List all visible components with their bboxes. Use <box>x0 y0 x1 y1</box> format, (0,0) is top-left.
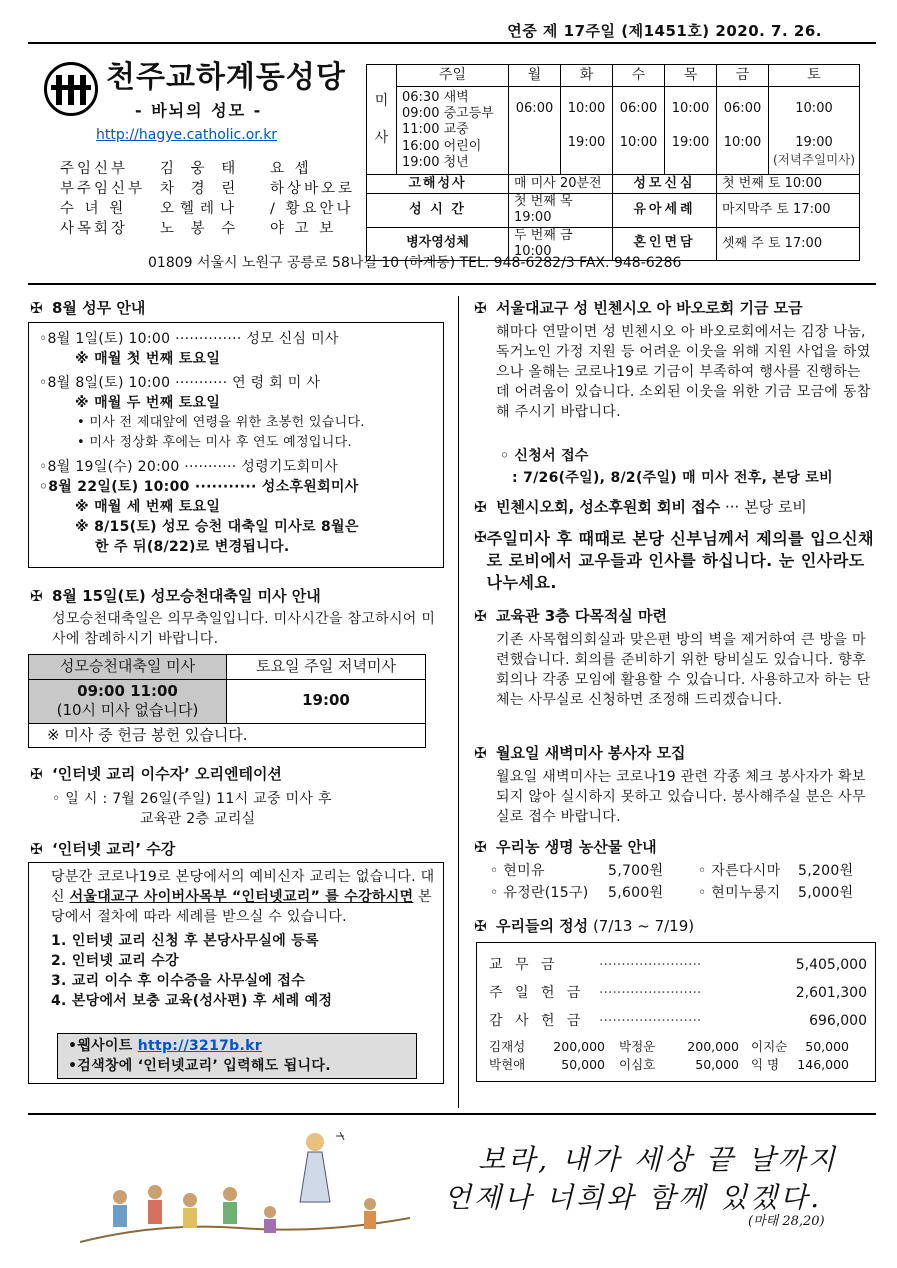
scripture-line-1: 보라, 내가 세상 끝 날까지 <box>478 1143 838 1176</box>
vincent-text: 해마다 연말이면 성 빈첸시오 아 바오로회에서는 김장 나눔, 독거노인 가정 지원 등 어려운 이웃을 위해 지원 사업을 하였으나 올해는 코로나19로 기금이 부족하여 행사를 진행하는 데 어려움이 있습니다. 소외된 이웃을 위한 기금 모금에 동참해 주시기 바랍니다. <box>496 324 871 420</box>
staff-row: 수 녀 원 오헬레나 / 황요안나 <box>60 201 354 217</box>
top-rule <box>28 42 876 44</box>
issue-info: 연중 제 17주일 (제1451호) 2020. 7. 26. <box>507 22 822 40</box>
offering-row: 주 일 헌 금 ······················· 2,601,300 <box>489 984 867 1001</box>
room-text: 기존 사목협의회실과 맞은편 방의 벽을 제거하여 큰 방을 마련했습니다. 회의를 준비하기 위한 탕비실도 있습니다. 향후 회의나 각종 모임에 활용할 수 있습니다. 사용하고자 하는 단체는 사무실로 신청하면 조정해 드리겠습니다. <box>496 632 871 708</box>
assumption-table: 성모승천대축일 미사 토요일 주일 저녁미사 09:00 11:00 (10시 미사 없습니다) 19:00 ※ 미사 중 헌금 봉헌 있습니다. <box>28 654 426 748</box>
donor-list: 김재성 200,000 박정운 200,000 이지순 50,000 박현애 50,000 이심호 50,000 익 명 146,000 <box>489 1039 849 1073</box>
staff-row: 주임신부 김 웅 태 요 셉 <box>60 161 312 177</box>
parish-subtitle: - 바뇌의 성모 - <box>135 101 263 120</box>
staff-list <box>60 160 355 240</box>
internet-catechism-box: 당분간 코로나19로 본당에서의 예비신자 교리는 없습니다. 대신 서울대교구 사이버사목부 “인터넷교리” 를 수강하시면 본당에서 절차에 따라 세례를 받으실 수 있습니다. 1. 인터넷 교리 신청 후 본당사무실에 등록 2. 인터넷 교리 수강 3. 교리 이수 후 이수증을 사무실에 접수 4. 본당에서 보충 교육(성사편) 후 세례 예정 •웹사이트 http://3217b.kr •검색창에 ‘인터넷교리’ 입력해도 됩니다. <box>28 862 444 1084</box>
sunday-times: 06:30 새벽 09:00 중고등부 11:00 교중 16:00 어린이 19:00 청년 <box>397 87 509 175</box>
footer-rule <box>28 1113 876 1115</box>
offering-row: 교 무 금 ······················· 5,405,000 <box>489 956 867 973</box>
section-title: ✠ 우리들의 정성 (7/13 ~ 7/19) <box>474 917 695 935</box>
offering-row: 감 사 헌 금 ······················· 696,000 <box>489 1012 867 1029</box>
orientation-where: 교육관 2층 교리실 <box>140 811 256 827</box>
offering-box <box>476 942 876 1082</box>
address-line: 01809 서울시 노원구 공릉로 58나길 10 (하계동) TEL. 948-6282/3 FAX. 948-6286 <box>148 255 682 271</box>
section-title: ✠ 8월 성무 안내 <box>30 299 146 317</box>
assumption-text: 성모승천대축일은 의무축일입니다. 미사시간을 참고하시어 미사에 참례하시기 바랍니다. <box>52 611 436 647</box>
volunteer-text: 월요일 새벽미사는 코로나19 관련 각종 체크 봉사자가 확보되지 않아 실시하지 못하고 있습니다. 봉사해주실 분은 사무실로 접수 바랍니다. <box>496 769 866 825</box>
section-title: ✠ 교육관 3층 다목적실 마련 <box>474 607 668 625</box>
mass-label: 미 사 <box>367 65 397 175</box>
section-title: ✠ 8월 15일(토) 성모승천대축일 미사 안내 <box>30 587 321 605</box>
orientation-when: ◦ 일 시 : 7월 26일(주일) 11시 교중 미사 후 <box>52 791 332 807</box>
header-rule <box>28 283 876 285</box>
greeting-notice: ✠ 주일미사 후 때때로 본당 신부님께서 제의를 입으신채로 로비에서 교우들과 인사를 하십니다. 눈 인사라도 나누세요. <box>474 528 875 592</box>
vincent-apply-detail: : 7/26(주일), 8/2(주일) 매 미사 전후, 본당 로비 <box>512 470 833 486</box>
scripture-line-2: 언제나 너희와 함께 있겠다. <box>444 1181 823 1214</box>
section-title: ✠ 빈첸시오회, 성소후원회 회비 접수 ··· 본당 로비 <box>474 498 807 516</box>
parish-title: 천주교하계동성당 <box>106 60 346 95</box>
section-title: ✠ ‘인터넷 교리 이수자’ 오리엔테이션 <box>30 765 282 783</box>
section-title: ✠ 월요일 새벽미사 봉사자 모집 <box>474 744 686 762</box>
section-title: ✠ ‘인터넷 교리’ 수강 <box>30 840 176 858</box>
column-divider <box>458 296 459 1108</box>
parish-logo-icon <box>44 62 98 116</box>
website-box: •웹사이트 http://3217b.kr •검색창에 ‘인터넷교리’ 입력해도 됩니다. <box>57 1033 417 1079</box>
scripture-reference: (마태 28,20) <box>748 1214 825 1229</box>
section-title: ✠ 우리농 생명 농산물 안내 <box>474 838 657 856</box>
vincent-apply: ◦ 신청서 접수 <box>500 448 589 464</box>
children-illustration <box>80 1122 410 1252</box>
catechism-website-link[interactable]: http://3217b.kr <box>137 1038 262 1054</box>
staff-row: 부주임신부 차 경 린 하상바오로 <box>60 181 356 197</box>
parish-url-link[interactable]: http://hagye.catholic.or.kr <box>96 127 278 143</box>
section-title: ✠ 서울대교구 성 빈첸시오 아 바오로회 기금 모금 <box>474 299 803 317</box>
mass-schedule-table: 미 사 주일 월 화 수 목 금 토 06:30 새벽 09:00 중고등부 11:00 교중 16:00 어린이 19:00 청년 06:00 10:00 19:00 06:00 10:00 10:00 19:00 06:00 10:00 10:00 19:00 (저녁주일미사) 고해성사 매 미사 20분전 성모신심 첫 번째 토 10:00 성 시 간 첫 번째 목 19:00 유아세례 마지막주 토 17:00 병자영성체 두 번째 금 10:00 혼인면담 셋째 주 토 17:00 <box>366 64 860 261</box>
produce-list: ◦ 현미유 5,700원 ◦ 자른다시마 5,200원 ◦ 유정란(15구) 5,600원 ◦ 현미누룽지 5,000원 <box>490 863 854 901</box>
staff-row: 사목회장 노 봉 수 야 고 보 <box>60 221 337 237</box>
august-schedule-box: ◦8월 1일(토) 10:00 ·············· 성모 신심 미사 ※ 매월 첫 번째 토요일 ◦8월 8일(토) 10:00 ··········· 연 령 회 미 사 ※ 매월 두 번째 토요일 • 미사 전 제대앞에 연령을 위한 초봉헌 있습니다. • 미사 정상화 후에는 미사 후 연도 예정입니다. ◦8월 19일(수) 20:00 ··········· 성령기도회미사 ◦8월 22일(토) 10:00 ··········· 성소후원회미사 ※ 매월 세 번째 토요일 ※ 8/15(토) 성모 승천 대축일 미사로 8월은 한 주 뒤(8/22)로 변경됩니다. <box>28 322 444 568</box>
